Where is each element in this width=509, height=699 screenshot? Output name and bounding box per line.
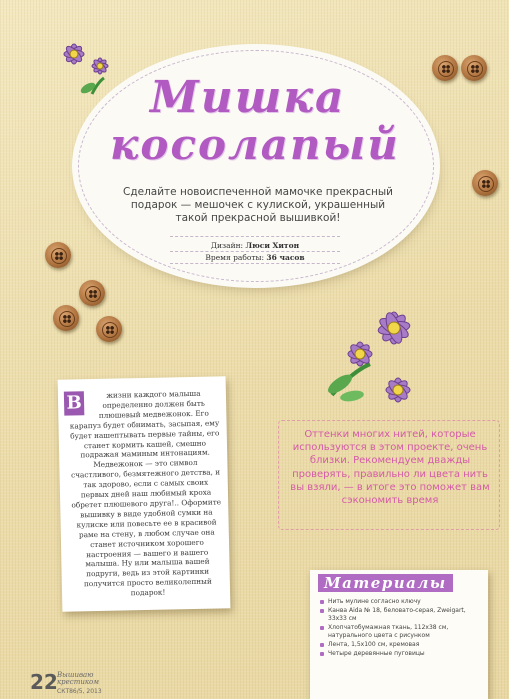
wooden-button-icon	[432, 55, 458, 81]
credit-time-value: 36 часов	[266, 253, 305, 262]
credits	[170, 236, 340, 264]
page-number: 22	[30, 670, 58, 694]
materials-title: Материалы	[318, 574, 453, 592]
wooden-button-icon	[461, 55, 487, 81]
materials-item: Канва Aida № 18, беловато-серая, Zweigart, 33х33 см	[320, 607, 484, 622]
wooden-button-icon	[45, 242, 71, 268]
magazine-name	[57, 672, 99, 686]
wooden-button-icon	[96, 316, 122, 342]
materials-item: Хлопчатобумажная ткань, 112х38 см, натурального цвета с рисунком	[320, 624, 484, 639]
materials-item: Четыре деревянные пуговицы	[320, 650, 484, 657]
wooden-button-icon	[472, 170, 498, 196]
magazine-issue: СКТ86/5, 2013	[57, 688, 102, 695]
magazine-name-line-1: Вышиваю	[57, 671, 94, 679]
article-card	[58, 376, 231, 611]
credit-design-value: Люси Хитон	[245, 241, 300, 250]
wooden-button-icon	[53, 305, 79, 331]
article-body: жизни каждого малыша определенно должен быть плюшевый медвежонок. Его карапуз будет обнимать, засыпая, ему будет нашептывать первые тайны, его станет кормить кашей, смешно подражая маминым интонациям. Медвежонок — это символ счастливого, безмятежного детства, и так здорово, если с самых своих первых дней наш любимый кроха обретет плюшевого друга!.. Оформите вышивку в виде удобной сумки на кулиске или повесьте ее в красивой раме на стену, в любом случае она станет источником хорошего настроения — вашего и вашего малыша. Ну или малыша вашей подруги, ведь из этой картинки получится просто великолепный подарок!	[69, 388, 222, 598]
article-text	[68, 388, 224, 599]
materials-item: Лента, 1,5х100 см, кремовая	[320, 641, 484, 648]
materials-list	[320, 598, 484, 660]
flower-embroidery-right	[318, 300, 428, 415]
page-title-line-1: Мишка	[150, 72, 346, 123]
materials-item: Нить мулине согласно ключу	[320, 598, 484, 605]
credit-time-label: Время работы:	[205, 253, 265, 262]
credit-design-label: Дизайн:	[210, 241, 244, 250]
page-title-line-2: косолапый	[110, 120, 400, 169]
magazine-name-line-2: крестиком	[57, 678, 100, 686]
article-dropcap: В	[64, 391, 84, 415]
tip-quote: Оттенки многих нитей, которые используются в этом проекте, очень близки. Рекомендуем дважды проверять, правильно ли цвета нить вы взяли, — в итоге это поможет вам сэкономить время	[290, 429, 490, 507]
credit-design	[170, 240, 340, 252]
subtitle: Сделайте новоиспеченной мамочке прекрасный подарок — мешочек с кулиской, украшенный такой прекрасной вышивкой!	[123, 186, 393, 224]
credit-time	[170, 252, 340, 264]
wooden-button-icon	[79, 280, 105, 306]
materials-card	[310, 570, 488, 699]
flower-embroidery-top-left	[52, 34, 124, 104]
